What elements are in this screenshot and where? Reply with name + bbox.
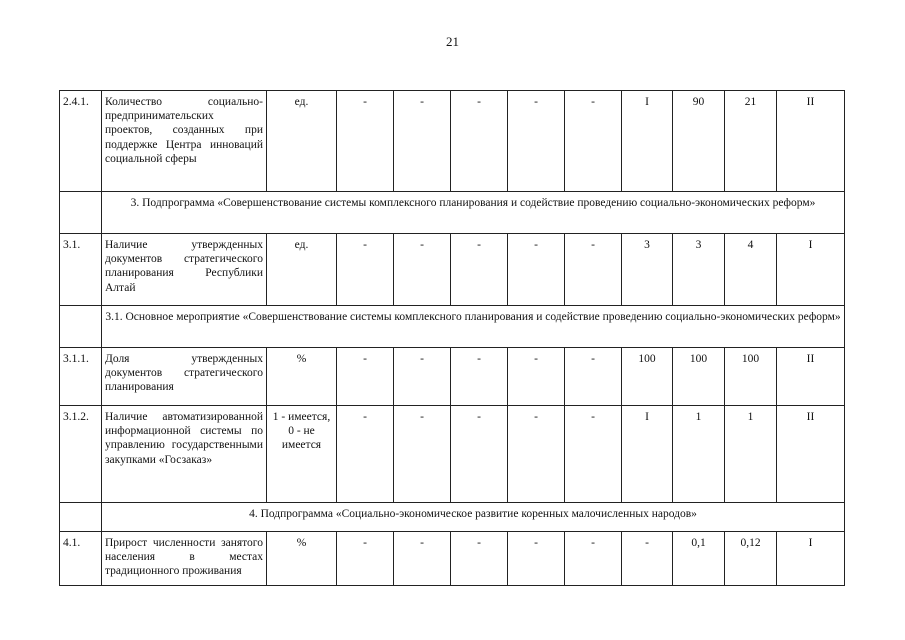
value-cell: - [565, 348, 622, 406]
indicator-name: Доля утвержденных документов стратегического планирования [102, 348, 267, 406]
value-cell: - [394, 348, 451, 406]
value-cell: - [337, 532, 394, 586]
unit-cell: % [267, 348, 337, 406]
indicator-name: Прирост численности занятого населения в местах традиционного проживания [102, 532, 267, 586]
section-heading-row [60, 503, 845, 532]
value-cell: - [337, 91, 394, 192]
value-cell: 4 [725, 234, 777, 306]
value-cell: - [337, 234, 394, 306]
value-cell: I [622, 91, 673, 192]
value-cell: I [777, 532, 845, 586]
value-cell: - [394, 91, 451, 192]
value-cell: - [451, 532, 508, 586]
value-cell: I [777, 234, 845, 306]
unit-cell: ед. [267, 234, 337, 306]
section-heading-row [60, 192, 845, 234]
row-number: 3.1. [60, 234, 102, 306]
value-cell: 3 [673, 234, 725, 306]
row-number [60, 503, 102, 532]
value-cell: - [451, 348, 508, 406]
value-cell: - [622, 532, 673, 586]
value-cell: - [508, 91, 565, 192]
value-cell: - [394, 532, 451, 586]
indicator-name: Наличие утвержденных документов стратегического планирования Республики Алтай [102, 234, 267, 306]
value-cell: I [622, 406, 673, 503]
section-heading: 4. Подпрограмма «Социально-экономическое развитие коренных малочисленных народов» [102, 503, 845, 532]
value-cell: - [508, 406, 565, 503]
value-cell: II [777, 348, 845, 406]
value-cell: - [337, 348, 394, 406]
value-cell: II [777, 406, 845, 503]
value-cell: - [451, 234, 508, 306]
section-heading-row [60, 306, 845, 348]
value-cell: 21 [725, 91, 777, 192]
row-number: 4.1. [60, 532, 102, 586]
value-cell: 0,12 [725, 532, 777, 586]
section-heading: 3.1. Основное мероприятие «Совершенствование системы комплексного планирования и содействие проведению социально-экономических реформ» [102, 306, 845, 348]
value-cell: - [394, 234, 451, 306]
value-cell: 100 [725, 348, 777, 406]
indicator-name: Количество социально-предпринимательских проектов, созданных при поддержке Центра инноваций социальной сферы [102, 91, 267, 192]
value-cell: 1 [725, 406, 777, 503]
value-cell: - [394, 406, 451, 503]
value-cell: - [508, 234, 565, 306]
value-cell: - [337, 406, 394, 503]
section-heading: 3. Подпрограмма «Совершенствование системы комплексного планирования и содействие проведению социально-экономических реформ» [102, 192, 845, 234]
value-cell: - [565, 532, 622, 586]
row-number: 3.1.2. [60, 406, 102, 503]
table-row [60, 348, 845, 406]
indicator-name: Наличие автоматизированной информационной системы по управлению государственными закупками «Госзаказ» [102, 406, 267, 503]
unit-cell: ед. [267, 91, 337, 192]
value-cell: - [451, 406, 508, 503]
page-number: 21 [446, 34, 459, 49]
row-number: 2.4.1. [60, 91, 102, 192]
value-cell: - [565, 234, 622, 306]
value-cell: - [565, 91, 622, 192]
table-row [60, 406, 845, 503]
value-cell: 100 [622, 348, 673, 406]
table-row [60, 91, 845, 192]
value-cell: 1 [673, 406, 725, 503]
row-number [60, 306, 102, 348]
unit-cell: % [267, 532, 337, 586]
row-number [60, 192, 102, 234]
value-cell: II [777, 91, 845, 192]
table-row [60, 532, 845, 586]
value-cell: 90 [673, 91, 725, 192]
value-cell: 0,1 [673, 532, 725, 586]
value-cell: - [508, 532, 565, 586]
row-number: 3.1.1. [60, 348, 102, 406]
indicators-table [59, 90, 845, 586]
value-cell: 100 [673, 348, 725, 406]
table-row [60, 234, 845, 306]
value-cell: - [508, 348, 565, 406]
value-cell: - [451, 91, 508, 192]
value-cell: - [565, 406, 622, 503]
unit-cell: 1 - имеется, 0 - не имеется [267, 406, 337, 503]
value-cell: 3 [622, 234, 673, 306]
